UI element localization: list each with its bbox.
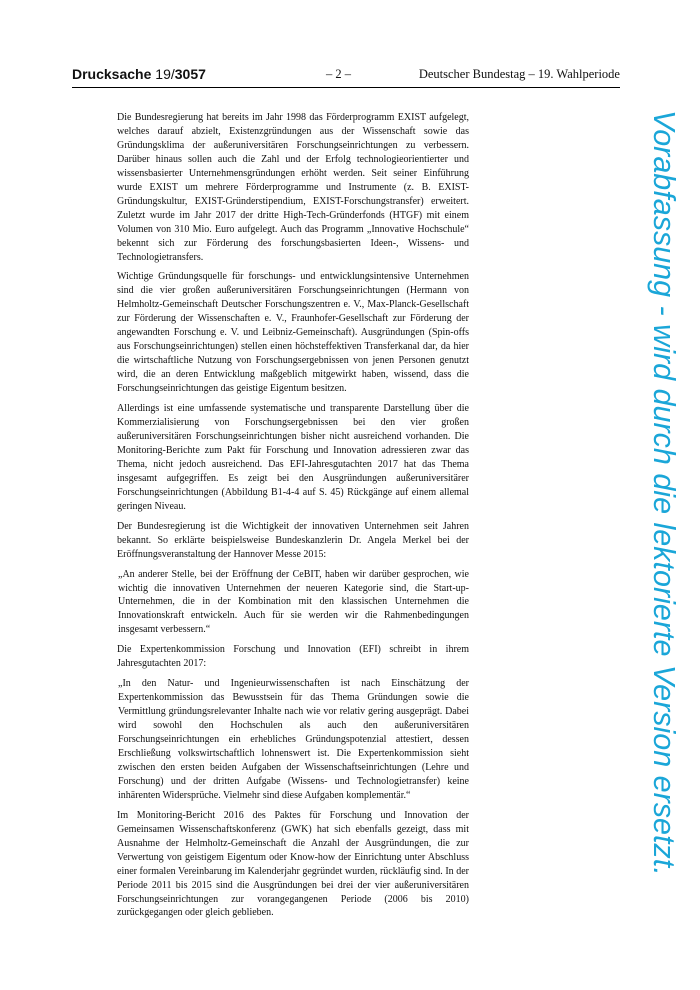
doc-number-plain: 19/ xyxy=(151,66,175,82)
paragraph-exist: Die Bundesregierung hat bereits im Jahr 1998 das Förderprogramm EXIST aufgelegt, welches darauf abzielt, Existenzgründungen aus der Wissenschaft sowie das Gründungsklima der außeruniversitären Forschungseinrichtungen zu verbessern. Darüber hinaus sollen auch die Zahl und der Erfolg technologieorientierter und wissensbasierter Unternehmensgründungen erhöht werden. Seit seiner Einführung wurde EXIST um mehrere Förderprogramme und Instrumente (z. B. EXIST-Gründungskultur, EXIST-Gründerstipendium, EXIST-Forschungstransfer) erweitert. Zuletzt wurde im Jahr 2017 der dritte High-Tech-Gründerfonds (HTGF) mit einem Volumen von 310 Mio. Euro aufgelegt. Auch das Programm „Innovative Hochschule“ bekennt sich zur Förderung des forschungsbasierten Ideen-, Wissens- und Technologietransfers. xyxy=(117,112,469,263)
body-text xyxy=(117,111,469,926)
doc-number-bold: 3057 xyxy=(174,66,206,82)
paragraph-research-institutes: Wichtige Gründungsquelle für forschungs- und entwicklungsintensive Unternehmen sind die vier großen außeruniversitären Forschungseinrichtungen (Hermann von Helmholtz-Gemeinschaft Deutscher Forschungszentren e. V., Max-Planck-Gesellschaft zur Förderung der Wissenschaften e. V., Fraunhofer-Gesellschaft zur Förderung der angewandten Forschung e. V. und Leibniz-Gemeinschaft). Ausgründungen (Spin-offs aus Forschungseinrichtungen) stellen einen höchsteffektiven Transferkanal dar, da hier die wirtschaftliche Nutzung von Forschungsergebnissen von jenen Personen genutzt wird, die an deren Entwicklung maßgeblich mitgewirkt haben, wissend, dass die Forschungseinrichtungen das geistige Eigentum besitzen. xyxy=(117,271,469,395)
page-number: – 2 – xyxy=(326,67,351,81)
publisher: Deutscher Bundestag – 19. Wahlperiode xyxy=(418,67,620,81)
document-number xyxy=(72,66,206,82)
paragraph-efi: Die Expertenkommission Forschung und Innovation (EFI) schreibt in ihrem Jahresgutachten 2017: xyxy=(117,644,469,670)
quote-merkel: „An anderer Stelle, bei der Eröffnung der CeBIT, haben wir darüber gesprochen, wie wichtig die innovativen Unternehmen der neueren Kategorie sind, die Start-up-Unternehmen, die in der Kombination mit den klassischen Unternehmen die Innovationskraft entwickeln. Auch für sie werden wir die Rahmenbedingungen insgesamt verbessern.“ xyxy=(118,568,469,636)
quote-efi: „In den Natur- und Ingenieurwissenschaften ist nach Einschätzung der Expertenkommission das Bewusstsein für das Thema Gründungen sowie die Vermittlung gründungsrelevanter Inhalte nach wie vor relativ gering ausgeprägt. Dabei wird sowohl den Hochschulen als auch den außeruniversitären Forschungseinrichtungen ein erhebliches Gründungspotenzial attestiert, dessen Erschließung volkswirtschaftlich lohnenswert ist. Die Expertenkommission sieht zwischen den ersten beiden Aufgaben der Wissenschaftseinrichtungen (Lehre und Forschung) und der dritten Aufgabe (Wissens- und Technologietransfer) keine inhärenten Widersprüche. Vielmehr sind diese Aufgaben komplementär.“ xyxy=(118,678,469,801)
draft-watermark: Vorabfassung - wird durch die lektorierte Version ersetzt. xyxy=(647,110,681,876)
page-header xyxy=(72,66,620,86)
header-rule xyxy=(72,87,620,88)
paragraph-commercialisation: Allerdings ist eine umfassende systematische und transparente Darstellung über die Kommerzialisierung von Forschungsergebnissen bei den vier großen außeruniversitären Forschungseinrichtungen bisher nicht ausreichend vorhanden. Die Monitoring-Berichte zum Pakt für Forschung und Innovation adressieren zwar das Thema, nicht jedoch ausreichend. Das EFI-Jahresgutachten 2017 hat das Thema insgesamt aufgegriffen. Es zeigt bei den Ausgründungen außeruniversitärer Forschungseinrichtungen (Abbildung B1-4-4 auf S. 45) Rückgänge auf einem allemal geringen Niveau. xyxy=(117,403,469,512)
paragraph-chancellor: Der Bundesregierung ist die Wichtigkeit der innovativen Unternehmen seit Jahren bekannt. So erklärte beispielsweise Bundeskanzlerin Dr. Angela Merkel bei der Eröffnungsveranstaltung der Hannover Messe 2015: xyxy=(117,520,469,560)
paragraph-monitoring: Im Monitoring-Bericht 2016 des Paktes für Forschung und Innovation der Gemeinsamen Wissenschaftskonferenz (GWK) hat sich ebenfalls gezeigt, dass mit Ausnahme der Helmholtz-Gemeinschaft die Anzahl der Ausgründungen, die zur Verwertung von geistigem Eigentum oder Know-how der Einrichtung unter Abschluss einer formalen Vereinbarung im Kalenderjahr gegründet wurden, rückläufig sind. In der Periode 2011 bis 2015 sind die Ausgründungen bei drei der vier außeruniversitären Forschungseinrichtungen zur vorangegangenen Periode (2006 bis 2010) zurückgegangen oder gleich geblieben. xyxy=(117,809,469,919)
doc-label: Drucksache xyxy=(72,66,152,82)
